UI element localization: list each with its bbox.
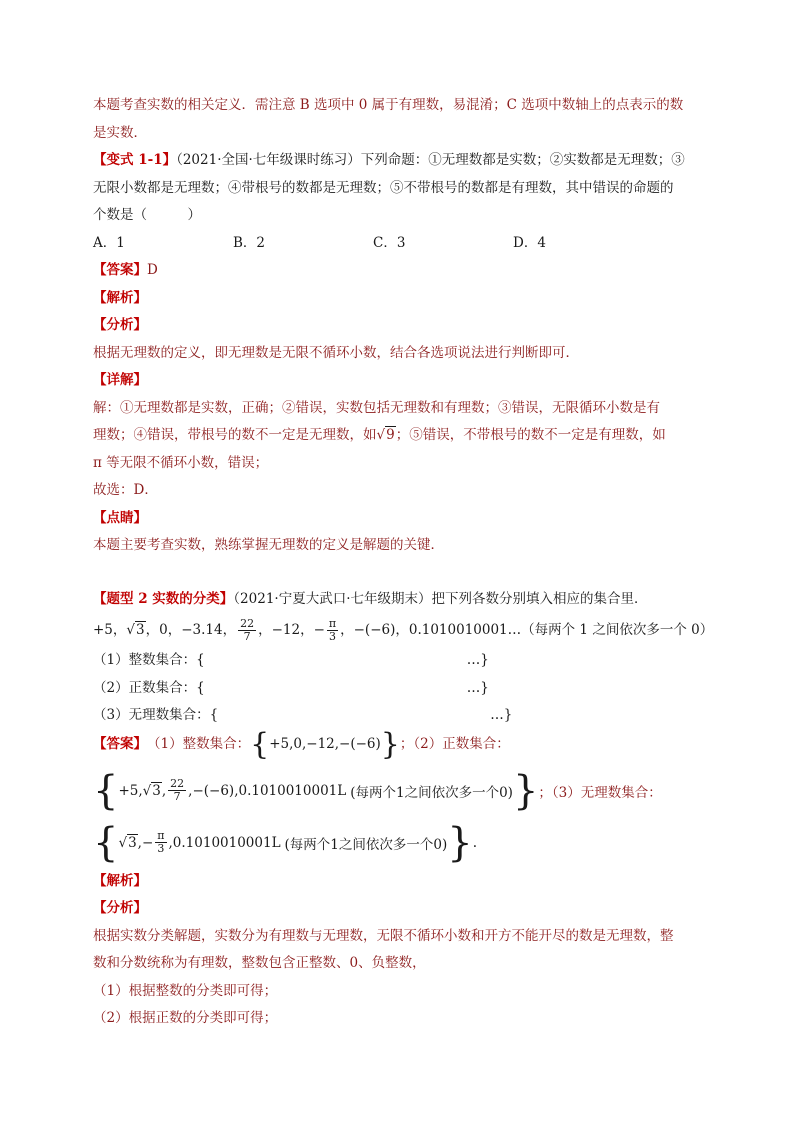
type2-answer-line3: { √3 ,− $\frac{\pi}{3}$ ,0.1010010001L (每两个1之间依次多一个0) } . — [93, 819, 477, 866]
set1-end: …} — [466, 652, 489, 668]
variant-options — [93, 230, 705, 258]
fraction-pi-3 — [327, 618, 338, 643]
detail-tag: 【详解】 — [93, 372, 147, 388]
ans3-b: ,0.1010010001L — [168, 834, 281, 851]
ans3-frac-pi: π — [157, 829, 165, 842]
sqrt-9: √9 — [376, 427, 395, 443]
detail2-b: ；⑤错误，不带根号的数不一定是有理数，如 — [395, 427, 666, 443]
sqrt-3: √3 — [126, 622, 145, 638]
numbers-c: ，−12，− — [258, 622, 325, 638]
set2-end: …} — [466, 679, 489, 696]
brace-close-2: } — [512, 767, 539, 814]
type2-answer-line2: { +5, √3 , $\frac{22}{7}$ ,−(−6),0.1010010001L (每两个1之间依次多一个0) } ；（3）无理数集合： — [93, 767, 662, 814]
ans1-label: （1）整数集合： — [147, 735, 251, 752]
frac-pi: π — [328, 617, 337, 630]
fraction-22-7 — [238, 618, 256, 643]
variant-tag: 【变式 1-1】 — [93, 152, 177, 168]
ans2-frac-num: 22 — [170, 777, 185, 790]
ans1-set: +5,0,−12,−(−6) — [269, 735, 381, 752]
type2-fenxi2: 数和分数统称为有理数，整数包含正整数、0、负整数， — [93, 955, 426, 971]
brace-close-3: } — [447, 819, 473, 866]
detail2-a: 理数；④错误，带根号的数不一定是无理数，如 — [93, 427, 377, 443]
brace-close: } — [380, 726, 400, 762]
ans3-label: ；（3）无理数集合： — [538, 784, 662, 801]
ans3-sqrt3-radicand: 3 — [128, 834, 137, 851]
set3-label: （3）无理数集合：{ — [93, 707, 219, 723]
detail-line1: 解：①无理数都是实数，正确；②错误，实数包括无理数和有理数；③错误，无限循环小数是有 — [93, 399, 660, 416]
type2-fenxi-tag: 【分析】 — [93, 900, 147, 916]
ans2-a: +5, — [118, 782, 143, 799]
set1-label: （1）整数集合：{ — [93, 652, 205, 668]
detail-line2 — [93, 422, 705, 450]
type2-answer-line1 — [93, 726, 705, 762]
detail-line3: π 等无限不循环小数，错误； — [93, 454, 269, 471]
fenxi-tag: 【分析】 — [93, 317, 147, 333]
ans2-b: ,−(−6),0.1010010001L — [188, 782, 347, 799]
para1-line1: 本题考查实数的相关定义．需注意 B 选项中 0 属于有理数，易混淆；C 选项中数轴上的点表示的数 — [93, 97, 684, 113]
brace-open-2: { — [93, 767, 119, 814]
analysis-tag: 【解析】 — [93, 289, 147, 306]
type2-fenxi1: 根据实数分类解题，实数分为有理数与无理数，无限不循环小数和开方不能开尽的数是无理数，整 — [93, 927, 674, 944]
ans2-label: ；（2）正数集合： — [399, 735, 510, 752]
ans3-frac-three: 3 — [157, 842, 165, 855]
ans2-sqrt3-radicand: 3 — [152, 782, 161, 799]
variant-line2: 无限小数都是无理数；④带根号的数都是无理数；⑤不带根号的数都是有理数，其中错误的命题的 — [93, 179, 674, 196]
option-c: C．3 — [373, 234, 406, 251]
ans2-fraction — [168, 778, 186, 803]
variant-text1: （2021·全国·七年级课时练习）下列命题：①无理数都是实数；②实数都是无理数；③ — [176, 152, 685, 168]
variant-line1 — [93, 147, 705, 175]
variant-line3: 个数是（ ） — [93, 207, 201, 223]
type2-step2: （2）根据正数的分类即可得； — [93, 1010, 278, 1026]
frac-num: 22 — [240, 617, 255, 630]
option-d: D．4 — [513, 234, 546, 251]
set1-line — [93, 647, 705, 675]
type2-tag: 【题型 2 实数的分类】 — [93, 590, 234, 607]
ans2-sqrt3: √3 — [142, 782, 161, 799]
set2-line — [93, 675, 705, 703]
frac-three: 3 — [329, 630, 336, 643]
sqrt-3-radicand: 3 — [136, 622, 145, 638]
comment-text: 本题主要考查实数，熟练掌握无理数的定义是解题的关键． — [93, 537, 444, 553]
fenxi-text: 根据无理数的定义，即无理数是无限不循环小数，结合各选项说法进行判断即可． — [93, 344, 579, 361]
option-b: B．2 — [233, 234, 266, 251]
numbers-b: ，0，−3.14， — [145, 622, 237, 638]
set3-line — [93, 702, 705, 730]
type2-step1: （1）根据整数的分类即可得； — [93, 982, 278, 999]
numbers-a: +5， — [93, 622, 127, 638]
comment-tag: 【点睛】 — [93, 509, 147, 526]
set2-label: （2）正数集合：{ — [93, 679, 205, 696]
sqrt-9-radicand: 9 — [386, 427, 395, 443]
frac-den: 7 — [243, 630, 251, 643]
option-a: A．1 — [93, 234, 125, 251]
type2-header — [93, 586, 705, 614]
set3-end: …} — [490, 707, 513, 723]
brace-open-3: { — [93, 819, 119, 866]
document-page — [93, 92, 714, 1033]
spacer — [93, 560, 705, 586]
ans3-end: . — [472, 834, 477, 851]
ans3-note: (每两个1之间依次多一个0) — [284, 836, 448, 853]
type2-numbers — [93, 613, 714, 647]
ans3-sqrt3: √3 — [118, 834, 137, 851]
answer-tag: 【答案】 — [93, 262, 147, 278]
ans3-fraction — [155, 830, 166, 855]
ans2-note: (每两个1之间依次多一个0) — [350, 784, 513, 801]
type2-text: （2021·宁夏大武口·七年级期末）把下列各数分别填入相应的集合里． — [233, 590, 648, 607]
type2-answer-tag: 【答案】 — [93, 735, 147, 752]
answer-value: D — [147, 262, 158, 278]
choose-line: 故选：D． — [93, 482, 158, 498]
type2-analysis-tag: 【解析】 — [93, 872, 147, 889]
numbers-d: ，−(−6)，0.1010010001…（每两个 1 之间依次多一个 0） — [340, 622, 714, 638]
ans2-frac-den: 7 — [173, 790, 181, 803]
brace-open: { — [250, 726, 270, 762]
para1-line2: 是实数． — [93, 124, 147, 141]
variant-answer — [93, 257, 705, 285]
